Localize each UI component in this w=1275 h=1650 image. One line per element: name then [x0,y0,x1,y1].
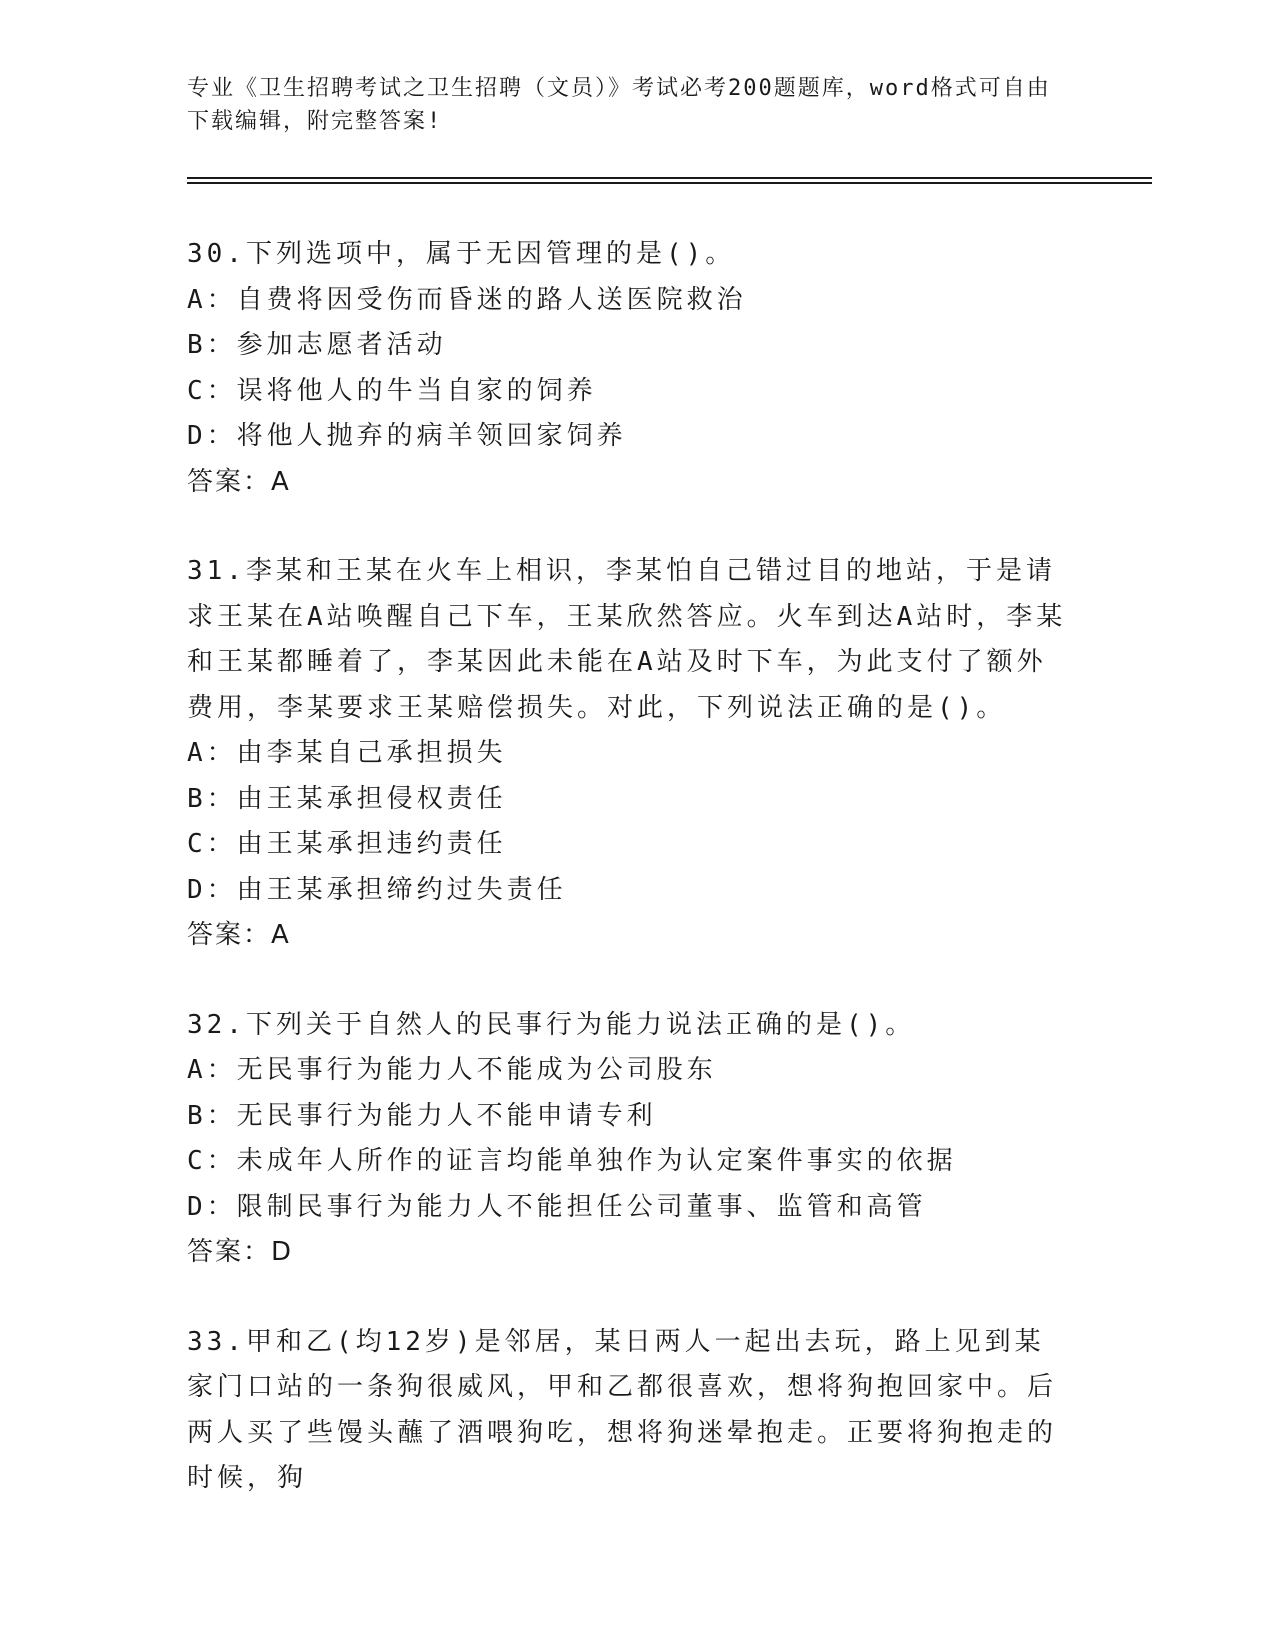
question-stem: 30.下列选项中，属于无因管理的是()。 [187,239,736,269]
question-32 [187,1003,1067,1276]
answer-line: 答案：A [187,466,291,497]
answer-line: 答案：D [187,1237,294,1267]
document-header [187,72,1067,138]
option-c: C：由王某承担违约责任 [187,829,507,859]
question-30 [187,232,1067,505]
option-b: B：由王某承担侵权责任 [187,783,507,814]
option-d: D：由王某承担缔约过失责任 [187,874,567,905]
option-c: C：误将他人的牛当自家的饲养 [187,375,597,406]
option-a: A：无民事行为能力人不能成为公司股东 [187,1055,717,1085]
question-stem: 32.下列关于自然人的民事行为能力说法正确的是()。 [187,1009,916,1040]
header-divider-bottom [187,182,1152,184]
option-b: B：无民事行为能力人不能申请专利 [187,1100,657,1131]
question-stem: 31.李某和王某在火车上相识，李某怕自己错过目的地站，于是请求王某在A站唤醒自己下车，王某欣然答应。火车到达A站时，李某和王某都睡着了，李某因此未能在A站及时下车，为此支付了额外费用，李某要求王某赔偿损失。对此，下列说法正确的是()。 [187,556,1067,723]
question-spacer [187,505,1067,549]
option-c: C：未成年人所作的证言均能单独作为认定案件事实的依据 [187,1146,957,1176]
question-spacer [187,959,1067,1003]
question-33 [187,1320,1067,1502]
option-a: A：由李某自己承担损失 [187,738,507,768]
header-intro-text: 专业《卫生招聘考试之卫生招聘（文员）》考试必考200题题库，word格式可自由下载编辑，附完整答案! [187,76,1051,134]
header-divider-top [187,177,1152,179]
question-spacer [187,1276,1067,1320]
option-b: B：参加志愿者活动 [187,330,447,360]
option-d: D：将他人抛弃的病羊领回家饲养 [187,421,627,451]
question-31 [187,549,1067,959]
option-d: D：限制民事行为能力人不能担任公司董事、监管和高管 [187,1191,927,1222]
option-a: A：自费将因受伤而昏迷的路人送医院救治 [187,284,747,315]
answer-line: 答案：A [187,920,291,950]
question-list [187,232,1067,1502]
question-stem: 33.甲和乙(均12岁)是邻居，某日两人一起出去玩，路上见到某家门口站的一条狗很威风，甲和乙都很喜欢，想将狗抱回家中。后两人买了些馒头蘸了酒喂狗吃，想将狗迷晕抱走。正要将狗抱走的时候，狗 [187,1326,1058,1493]
